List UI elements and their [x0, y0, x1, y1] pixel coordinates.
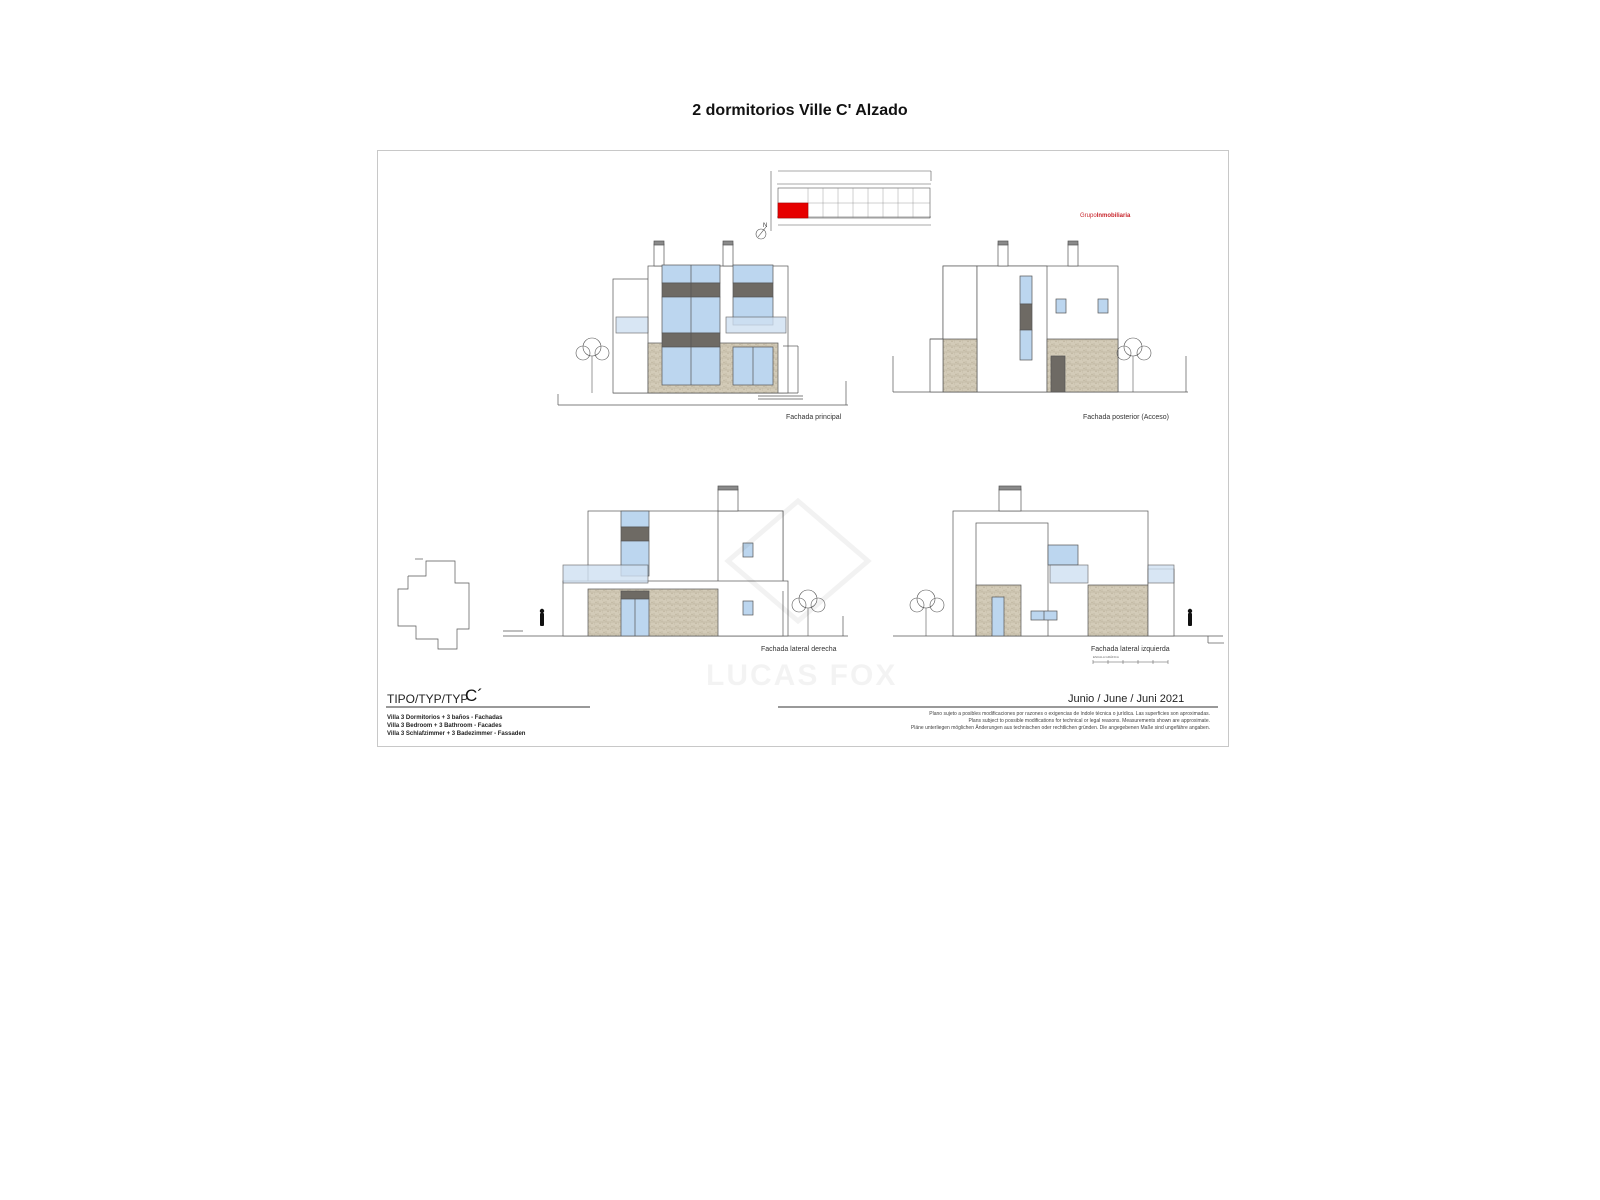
floor-outline — [398, 559, 469, 649]
villa-description — [387, 714, 525, 738]
front-elevation — [558, 241, 848, 405]
villa-line-de: Villa 3 Schlafzimmer + 3 Badezimmer - Fassaden — [387, 731, 526, 737]
caption-front-facade: Fachada principal — [786, 414, 842, 421]
rear-elevation — [893, 241, 1188, 392]
villa-line-en: Villa 3 Bedroom + 3 Bathroom - Facades — [387, 723, 502, 729]
scale-label: ESCALA GRÁFICA — [1093, 655, 1119, 659]
left-elevation — [893, 486, 1224, 643]
caption-right-facade: Fachada lateral derecha — [761, 646, 837, 653]
brand-prefix: Grupo — [1080, 213, 1097, 219]
person-icon — [1188, 609, 1192, 626]
brand-logo — [1080, 213, 1130, 219]
site-plan — [771, 171, 931, 231]
disclaimer-line-en: Plans subject to possible modifications for technical or legal reasons. Measurements shown are approximate. — [968, 718, 1210, 724]
tree-icon — [1117, 338, 1151, 392]
watermark-text — [706, 659, 897, 693]
compass-label: N — [763, 223, 768, 229]
person-icon — [540, 609, 544, 626]
right-elevation — [503, 486, 848, 636]
villa-line-es: Villa 3 Dormitorios + 3 baños - Fachadas — [387, 715, 503, 721]
tree-icon — [576, 338, 609, 393]
tree-icon — [910, 590, 944, 636]
brand-name: Inmobiliaria — [1096, 213, 1131, 219]
drawing-date: Junio / June / Juni 2021 — [1068, 693, 1185, 705]
floorplan-sheet — [377, 150, 1229, 747]
disclaimer-line-es: Plano sujeto a posibles modificaciones por razones o exigencias de índole técnica o jurídica. Las superficies son aproximadas. — [929, 711, 1210, 717]
caption-rear-facade: Fachada posterior (Acceso) — [1083, 414, 1169, 421]
page-title: 2 dormitorios Ville C' Alzado — [692, 102, 908, 119]
scale-bar — [1093, 660, 1168, 664]
type-label: TIPO/TYP/TYP — [387, 692, 469, 706]
type-letter: C´ — [465, 686, 483, 705]
disclaimer — [911, 711, 1210, 732]
disclaimer-line-de: Pläne unterliegen möglichen Änderungen aus technischen oder rechtlichen gründen. Die angegebenen Maße sind ungefähre angaben. — [910, 725, 1210, 731]
caption-left-facade: Fachada lateral izquierda — [1091, 646, 1170, 653]
compass-icon — [756, 229, 766, 239]
